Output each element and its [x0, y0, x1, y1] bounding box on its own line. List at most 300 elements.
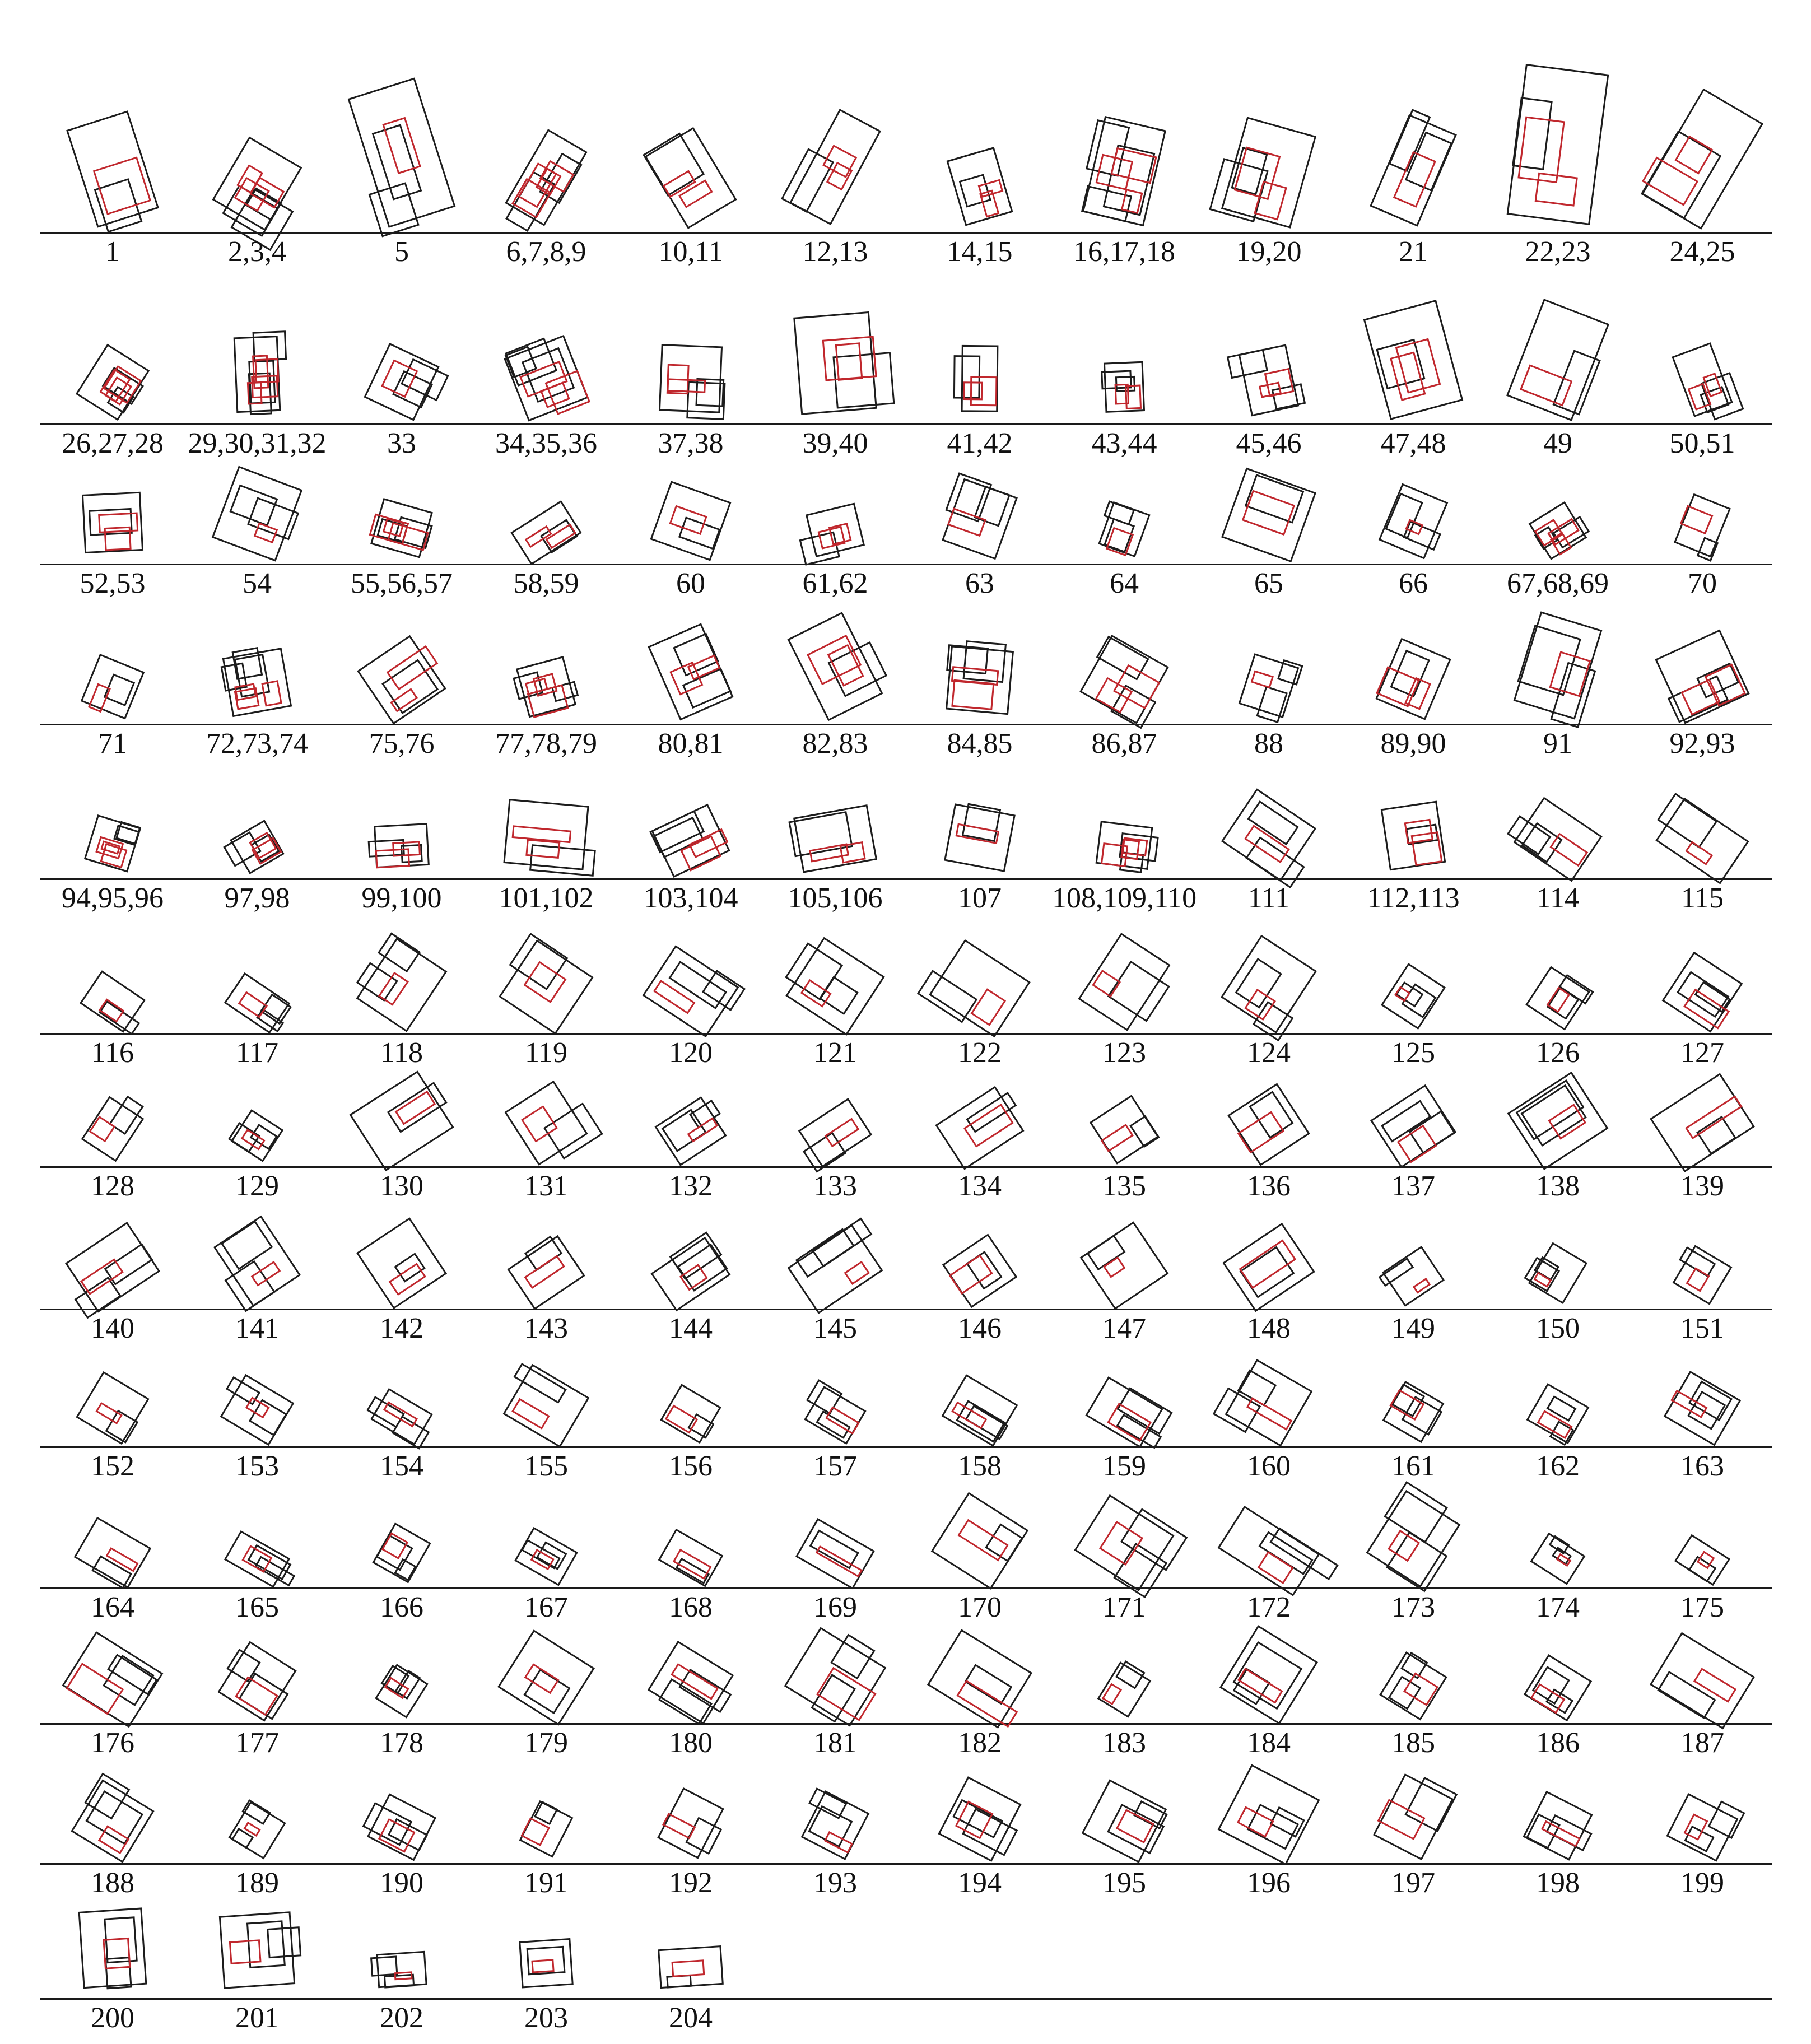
- building-id-label: 190: [380, 1867, 423, 1899]
- highlighted-unit-outline: [526, 527, 551, 547]
- adjacent-building-outline: [975, 487, 1009, 526]
- building-footprint-drawing: [474, 459, 618, 557]
- building-footprint-drawing: [185, 1624, 329, 1716]
- highlighted-unit-outline: [526, 679, 547, 694]
- building-id-label: 117: [235, 1037, 279, 1069]
- building-footprint-drawing: [907, 263, 1052, 417]
- adjacent-building-outline: [92, 1557, 131, 1588]
- building-footprint-drawing: [474, 779, 618, 872]
- building-figure: [618, 1490, 763, 1627]
- building-id-label: 198: [1536, 1867, 1580, 1899]
- building-id-label: 164: [91, 1591, 134, 1623]
- highlighted-unit-outline: [1122, 190, 1142, 213]
- building-id-label: 179: [524, 1727, 568, 1759]
- building-figure: [1052, 1342, 1197, 1486]
- building-footprint-drawing: [763, 1067, 907, 1160]
- building-id-label: 112,113: [1367, 882, 1460, 914]
- building-figure: [185, 594, 329, 763]
- building-figure: [907, 927, 1052, 1072]
- building-figure: [329, 1067, 474, 1205]
- highlighted-unit-outline: [1238, 1807, 1273, 1836]
- building-footprint-drawing: [907, 1759, 1052, 1856]
- highlighted-unit-outline: [823, 337, 876, 380]
- building-id-label: 175: [1680, 1591, 1724, 1623]
- building-outline: [508, 1236, 584, 1309]
- building-footprint-drawing: [40, 1199, 185, 1302]
- building-id-label: 153: [235, 1450, 279, 1482]
- building-outline: [1675, 495, 1730, 557]
- building-figure: [40, 1624, 185, 1762]
- adjacent-building-outline: [250, 1400, 286, 1435]
- building-id-label: 151: [1680, 1312, 1724, 1344]
- building-footprint-drawing: [329, 1624, 474, 1716]
- building-footprint-drawing: [40, 927, 185, 1026]
- highlighted-unit-outline: [1676, 137, 1712, 174]
- building-id-label: 176: [91, 1727, 134, 1759]
- building-footprint-drawing: [618, 1490, 763, 1581]
- building-footprint-drawing: [1341, 594, 1486, 717]
- building-figure: [40, 594, 185, 763]
- building-figure: [1486, 1490, 1630, 1627]
- building-figure: [1486, 927, 1630, 1072]
- building-figure: [907, 1342, 1052, 1486]
- building-footprint-drawing: [185, 22, 329, 225]
- building-outline: [1222, 936, 1316, 1032]
- highlighted-unit-outline: [391, 689, 417, 711]
- building-id-label: 132: [669, 1170, 713, 1202]
- building-footprint-drawing: [618, 459, 763, 557]
- building-footprint-drawing: [618, 1199, 763, 1302]
- building-footprint-drawing: [329, 459, 474, 557]
- building-outline: [1509, 1073, 1608, 1169]
- building-outline: [500, 940, 592, 1033]
- building-id-label: 19,20: [1236, 236, 1302, 268]
- highlighted-unit-outline: [388, 646, 437, 689]
- building-figure: [185, 1067, 329, 1205]
- building-footprint-drawing: [1197, 1199, 1341, 1302]
- building-id-label: 199: [1680, 1867, 1724, 1899]
- building-id-label: 125: [1391, 1037, 1435, 1069]
- building-figure: [1630, 459, 1775, 603]
- adjacent-building-outline: [377, 1535, 412, 1570]
- building-footprint-drawing: [1486, 1199, 1630, 1302]
- building-footprint-drawing: [1486, 1759, 1630, 1856]
- building-figure: [1486, 779, 1630, 918]
- building-id-label: 12,13: [802, 236, 868, 268]
- highlighted-unit-outline: [396, 1092, 435, 1124]
- highlighted-unit-outline: [668, 379, 705, 392]
- building-id-label: 24,25: [1669, 236, 1735, 268]
- building-footprint-drawing: [907, 1490, 1052, 1581]
- building-figure: [1341, 1624, 1486, 1762]
- building-footprint-drawing: [1341, 927, 1486, 1026]
- building-footprint-drawing: [40, 1759, 185, 1856]
- highlighted-unit-outline: [230, 1940, 260, 1963]
- building-figure: [1486, 1067, 1630, 1205]
- building-footprint-drawing: [1052, 1342, 1197, 1440]
- building-footprint-drawing: [763, 1759, 907, 1856]
- building-id-label: 34,35,36: [495, 427, 597, 459]
- adjacent-building-outline: [967, 1252, 1002, 1289]
- building-footprint-drawing: [618, 1067, 763, 1160]
- building-outline: [1221, 1626, 1317, 1724]
- building-id-label: 195: [1102, 1867, 1146, 1899]
- building-id-label: 134: [958, 1170, 1002, 1202]
- building-id-label: 170: [958, 1591, 1002, 1623]
- adjacent-building-outline: [1382, 1101, 1430, 1142]
- building-id-label: 133: [813, 1170, 857, 1202]
- building-figure: [1052, 927, 1197, 1072]
- building-id-label: 50,51: [1669, 427, 1735, 459]
- building-id-label: 196: [1247, 1867, 1291, 1899]
- highlighted-unit-outline: [262, 681, 281, 706]
- highlighted-unit-outline: [107, 1548, 138, 1571]
- highlighted-unit-outline: [383, 118, 420, 174]
- building-figure: [1630, 594, 1775, 763]
- building-id-label: 187: [1680, 1727, 1724, 1759]
- highlighted-unit-outline: [379, 1819, 415, 1852]
- building-outline: [499, 1631, 594, 1724]
- building-id-label: 158: [958, 1450, 1002, 1482]
- building-footprint-drawing: [1197, 263, 1341, 417]
- building-figure: [618, 1067, 763, 1205]
- highlighted-unit-outline: [828, 645, 863, 686]
- building-footprint-drawing: [763, 1624, 907, 1716]
- building-id-label: 43,44: [1091, 427, 1157, 459]
- building-figure: [185, 1342, 329, 1486]
- building-figure: [1486, 1342, 1630, 1486]
- building-outline: [81, 971, 145, 1032]
- building-figure: [1486, 1199, 1630, 1348]
- building-figure: [1341, 263, 1486, 463]
- building-footprint-drawing: [763, 1490, 907, 1581]
- building-id-label: 166: [380, 1591, 423, 1623]
- building-outline: [1240, 654, 1298, 717]
- building-id-label: 103,104: [643, 882, 738, 914]
- building-figure: [474, 594, 618, 763]
- building-footprint-drawing: [618, 927, 763, 1026]
- building-footprint-drawing: [185, 1759, 329, 1856]
- adjacent-building-outline: [522, 1540, 560, 1568]
- highlighted-unit-outline: [826, 1408, 859, 1433]
- building-outline: [807, 504, 864, 556]
- building-figure: [474, 263, 618, 463]
- building-id-label: 136: [1247, 1170, 1291, 1202]
- building-figure: [40, 1490, 185, 1627]
- building-figure: [329, 927, 474, 1072]
- building-figure: [1052, 1199, 1197, 1348]
- building-outline: [1374, 1775, 1452, 1859]
- building-footprint-drawing: [1630, 1490, 1775, 1581]
- building-figure: [1052, 779, 1197, 918]
- building-id-label: 52,53: [80, 567, 146, 599]
- building-footprint-drawing: [329, 1342, 474, 1440]
- adjacent-building-outline: [108, 1655, 157, 1694]
- building-id-label: 49: [1543, 427, 1572, 459]
- building-footprint-drawing: [763, 1199, 907, 1302]
- building-figure: [474, 1624, 618, 1762]
- building-footprint-drawing: [763, 459, 907, 557]
- building-footprint-drawing: [40, 263, 185, 417]
- adjacent-building-outline: [379, 934, 420, 972]
- building-id-label: 191: [524, 1867, 568, 1899]
- building-footprint-drawing: [1052, 1067, 1197, 1160]
- building-id-label: 201: [235, 2002, 279, 2034]
- building-outline: [82, 655, 144, 719]
- building-id-label: 183: [1102, 1727, 1146, 1759]
- building-id-label: 14,15: [947, 236, 1013, 268]
- building-footprint-drawing: [474, 1759, 618, 1856]
- building-footprint-drawing: [1052, 594, 1197, 717]
- adjacent-building-outline: [402, 360, 448, 401]
- building-figure: [1052, 1490, 1197, 1627]
- building-figure: [40, 263, 185, 463]
- building-figure: [1341, 1199, 1486, 1348]
- highlighted-unit-outline: [957, 1681, 1017, 1726]
- building-id-label: 92,93: [1669, 728, 1735, 760]
- highlighted-unit-outline: [1239, 1112, 1283, 1153]
- building-outline: [1507, 300, 1608, 420]
- building-figure: [763, 1067, 907, 1205]
- building-figure: [618, 927, 763, 1072]
- building-id-label: 157: [813, 1450, 857, 1482]
- building-id-label: 37,38: [658, 427, 724, 459]
- building-id-label: 154: [380, 1450, 423, 1482]
- building-figure: [618, 779, 763, 918]
- building-id-label: 141: [235, 1312, 279, 1344]
- building-footprint-drawing: [40, 594, 185, 717]
- building-id-label: 186: [1536, 1727, 1580, 1759]
- building-footprint-drawing: [329, 1905, 474, 1991]
- building-figure: [1341, 1490, 1486, 1627]
- building-outline: [63, 1632, 162, 1726]
- highlighted-unit-outline: [654, 981, 694, 1013]
- building-footprint-drawing: [185, 1905, 329, 1991]
- building-id-label: 202: [380, 2002, 423, 2034]
- adjacent-building-outline: [1658, 794, 1716, 847]
- building-outline: [930, 940, 1029, 1036]
- building-figure: [618, 1905, 763, 2037]
- building-outline: [799, 1099, 871, 1166]
- building-figure: [40, 1759, 185, 1902]
- building-id-label: 61,62: [802, 567, 868, 599]
- adjacent-building-outline: [1680, 1247, 1715, 1276]
- adjacent-building-outline: [1642, 132, 1720, 218]
- building-figure: [474, 779, 618, 918]
- adjacent-building-outline: [222, 1222, 272, 1269]
- building-footprint-drawing: [40, 459, 185, 557]
- building-footprint-drawing: [763, 1342, 907, 1440]
- building-outline: [1651, 1633, 1754, 1729]
- highlighted-unit-outline: [1240, 1241, 1295, 1288]
- adjacent-building-outline: [1278, 660, 1302, 685]
- building-outline: [1091, 1096, 1158, 1163]
- building-figure: [1341, 1067, 1486, 1205]
- highlighted-unit-outline: [1557, 1554, 1571, 1566]
- highlighted-unit-outline: [1681, 506, 1712, 534]
- building-figure: [329, 1624, 474, 1762]
- highlighted-unit-outline: [513, 1399, 548, 1428]
- adjacent-building-outline: [1105, 501, 1134, 524]
- building-figure: [907, 594, 1052, 763]
- adjacent-building-outline: [1518, 626, 1580, 695]
- building-figure: [1630, 779, 1775, 918]
- building-outline: [1228, 1084, 1309, 1165]
- building-figure: [907, 22, 1052, 271]
- building-footprint-drawing: [763, 263, 907, 417]
- adjacent-building-outline: [918, 971, 976, 1022]
- building-footprint-drawing: [1630, 1342, 1775, 1440]
- building-outline: [1371, 115, 1456, 226]
- adjacent-building-outline: [530, 845, 595, 876]
- adjacent-building-outline: [667, 1976, 691, 1988]
- building-id-label: 137: [1391, 1170, 1435, 1202]
- building-id-label: 152: [91, 1450, 134, 1482]
- building-id-label: 60: [676, 567, 705, 599]
- building-figure: [1052, 22, 1197, 271]
- building-figure: [329, 1342, 474, 1486]
- adjacent-building-outline: [817, 1412, 850, 1438]
- building-figure: [1197, 263, 1341, 463]
- building-figure: [1197, 22, 1341, 271]
- building-footprint-drawing: [329, 1490, 474, 1581]
- building-id-label: 101,102: [499, 882, 594, 914]
- highlighted-unit-outline: [94, 157, 150, 214]
- building-outline: [1383, 1247, 1444, 1306]
- adjacent-building-outline: [230, 486, 277, 525]
- building-outline: [1514, 798, 1601, 881]
- building-footprint-drawing: [185, 927, 329, 1026]
- building-figure: [474, 459, 618, 603]
- building-id-label: 58,59: [513, 567, 579, 599]
- building-footprint-drawing: [1341, 1624, 1486, 1716]
- building-figure: [1197, 459, 1341, 603]
- building-figure: [1486, 1624, 1630, 1762]
- building-id-label: 185: [1391, 1727, 1435, 1759]
- building-id-label: 189: [235, 1867, 279, 1899]
- building-footprint-drawing: [618, 1624, 763, 1716]
- building-id-label: 5: [394, 236, 409, 268]
- adjacent-building-outline: [1698, 538, 1718, 561]
- building-footprint-drawing: [1630, 779, 1775, 872]
- building-id-label: 80,81: [658, 728, 724, 760]
- building-footprint-drawing: [40, 1624, 185, 1716]
- building-footprint-drawing: [1630, 927, 1775, 1026]
- building-outline: [504, 800, 588, 870]
- building-id-label: 172: [1247, 1591, 1291, 1623]
- building-outline: [66, 1223, 159, 1311]
- building-id-label: 145: [813, 1312, 857, 1344]
- building-id-label: 148: [1247, 1312, 1291, 1344]
- building-outline: [1223, 1224, 1314, 1311]
- building-outline: [794, 313, 876, 415]
- highlighted-unit-outline: [239, 993, 267, 1017]
- building-id-label: 33: [387, 427, 416, 459]
- building-outline: [1239, 345, 1298, 415]
- adjacent-building-outline: [1386, 494, 1422, 538]
- building-footprint-drawing: [1630, 263, 1775, 417]
- building-footprint-drawing: [1341, 1759, 1486, 1856]
- highlighted-unit-outline: [671, 506, 706, 534]
- adjacent-building-outline: [1273, 384, 1305, 409]
- building-figure: [1341, 594, 1486, 763]
- building-figure: [1630, 1624, 1775, 1762]
- adjacent-building-outline: [820, 977, 858, 1014]
- adjacent-building-outline: [782, 149, 833, 212]
- building-footprint-drawing: [185, 1490, 329, 1581]
- building-id-label: 130: [380, 1170, 423, 1202]
- adjacent-building-outline: [393, 1417, 429, 1449]
- building-id-label: 184: [1247, 1727, 1291, 1759]
- building-id-label: 159: [1102, 1450, 1146, 1482]
- highlighted-unit-outline: [825, 1832, 852, 1852]
- building-outline: [794, 806, 877, 872]
- building-figure: [1630, 1342, 1775, 1486]
- building-figure: [1630, 1759, 1775, 1902]
- building-figure: [329, 459, 474, 603]
- building-footprint-drawing: [907, 779, 1052, 872]
- building-figure: [474, 1067, 618, 1205]
- building-id-label: 91: [1543, 728, 1572, 760]
- adjacent-building-outline: [960, 175, 990, 207]
- building-outline: [1382, 964, 1445, 1028]
- building-footprint-drawing: [1052, 263, 1197, 417]
- building-id-label: 41,42: [947, 427, 1013, 459]
- building-id-label: 66: [1399, 567, 1428, 599]
- building-footprint-drawing: [907, 927, 1052, 1026]
- highlighted-unit-outline: [672, 1961, 704, 1976]
- building-figure: [40, 1342, 185, 1486]
- building-outline: [1219, 1766, 1319, 1864]
- building-figure: [763, 263, 907, 463]
- highlighted-unit-outline: [664, 171, 695, 197]
- building-figure: [618, 263, 763, 463]
- building-footprint-drawing: [474, 1342, 618, 1440]
- building-footprint-drawing: [1486, 1342, 1630, 1440]
- building-footprint-drawing: [1052, 1759, 1197, 1856]
- building-figure: [763, 1490, 907, 1627]
- highlighted-unit-outline: [382, 361, 417, 397]
- building-figure: [1341, 779, 1486, 918]
- building-figure: [763, 459, 907, 603]
- building-footprint-drawing: [1630, 22, 1775, 225]
- building-footprint-drawing: [1341, 1199, 1486, 1302]
- building-id-label: 178: [380, 1727, 423, 1759]
- building-footprint-drawing: [763, 22, 907, 225]
- building-outline: [1526, 967, 1589, 1030]
- adjacent-building-outline: [227, 1650, 259, 1681]
- building-footprint-drawing: [1197, 1624, 1341, 1716]
- building-id-label: 181: [813, 1727, 857, 1759]
- building-id-label: 163: [1680, 1450, 1724, 1482]
- building-footprint-drawing: [474, 263, 618, 417]
- building-id-label: 149: [1391, 1312, 1435, 1344]
- building-figure: [1052, 1624, 1197, 1762]
- building-id-label: 168: [669, 1591, 713, 1623]
- building-id-label: 147: [1102, 1312, 1146, 1344]
- highlighted-unit-outline: [817, 1668, 876, 1720]
- highlighted-unit-outline: [522, 1818, 549, 1845]
- building-footprint-drawing: [1052, 1199, 1197, 1302]
- building-figure: [185, 779, 329, 918]
- building-id-label: 67,68,69: [1507, 567, 1609, 599]
- building-footprint-drawing: [1341, 1490, 1486, 1581]
- highlighted-unit-outline: [1102, 1125, 1133, 1151]
- building-footprint-drawing: [618, 1905, 763, 1991]
- building-id-label: 193: [813, 1867, 857, 1899]
- building-figure: [907, 779, 1052, 918]
- building-figure: [1630, 1199, 1775, 1348]
